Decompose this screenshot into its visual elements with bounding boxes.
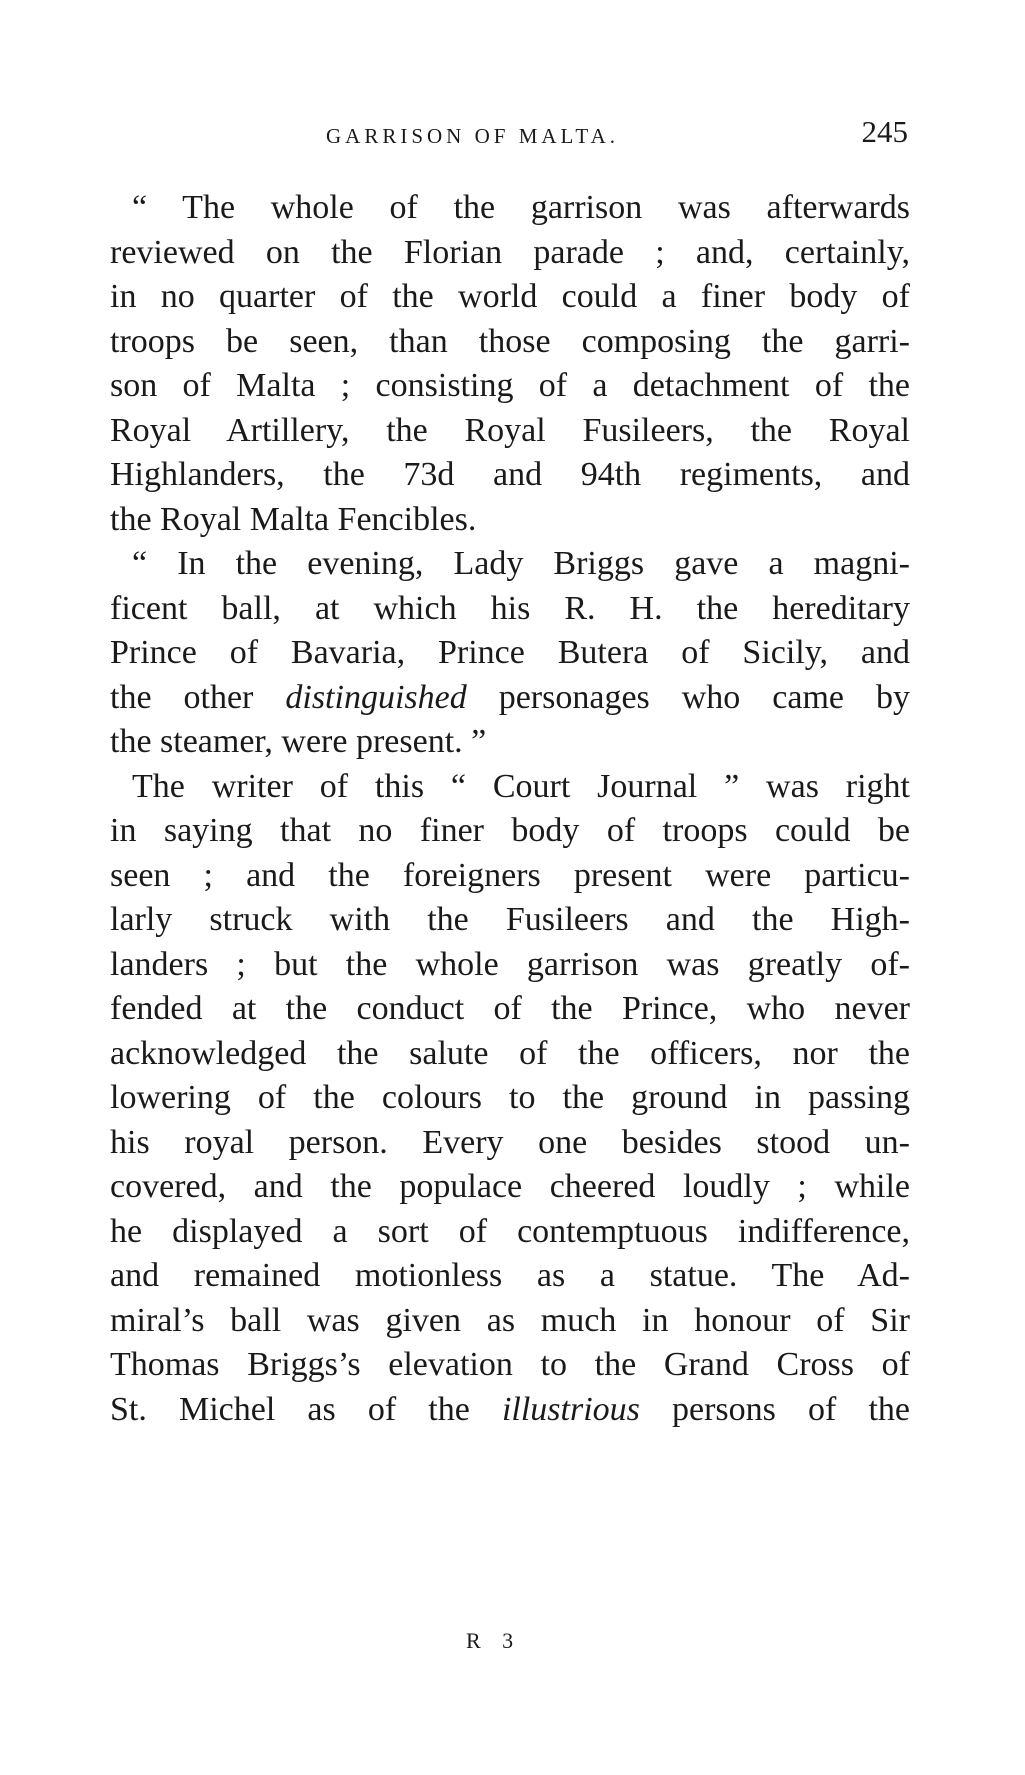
text-run: the other [110, 678, 286, 716]
text-line: seen ; and the foreigners present were particu- [110, 856, 910, 894]
text-line: acknowledged the salute of the officers, nor the [110, 1034, 910, 1072]
text-line: covered, and the populace cheered loudly ; while [110, 1168, 910, 1205]
text-line: Highlanders, the 73d and 94th regiments, and [110, 456, 910, 493]
text-line: his royal person. Every one besides stood un- [110, 1123, 910, 1161]
text-line: “ The whole of the garrison was afterwards [132, 189, 910, 226]
text-line: miral’s ball was given as much in honour of Sir [110, 1301, 910, 1339]
page-header [110, 108, 920, 148]
text-line: Thomas Briggs’s elevation to the Grand Cross of [110, 1346, 910, 1383]
text-line: Prince of Bavaria, Prince Butera of Sicily, and [110, 634, 910, 671]
text-line: landers ; but the whole garrison was greatly of- [110, 945, 910, 983]
text-line [110, 676, 910, 721]
body-text [110, 186, 910, 1432]
signature-mark: R 3 [466, 1628, 522, 1653]
text-line: fended at the conduct of the Prince, who never [110, 990, 910, 1027]
text-line: the Royal Malta Fencibles. [110, 500, 477, 538]
text-line: “ In the evening, Lady Briggs gave a magni- [132, 545, 910, 582]
text-line [110, 1388, 910, 1433]
text-run: personages who came by [466, 678, 910, 716]
text-line: lowering of the colours to the ground in passing [110, 1079, 910, 1116]
text-line: and remained motionless as a statue. The Ad- [110, 1257, 910, 1294]
text-run: St. Michel as of the [110, 1390, 502, 1428]
italic-word: distinguished [285, 678, 467, 716]
text-run: persons of the [639, 1390, 910, 1428]
text-line: in saying that no finer body of troops could be [110, 812, 910, 849]
text-line: troops be seen, than those composing the garri- [110, 322, 910, 360]
text-line: he displayed a sort of contemptuous indifference, [110, 1212, 910, 1250]
text-line: ficent ball, at which his R. H. the hereditary [110, 589, 910, 627]
page-number: 245 [861, 114, 908, 149]
italic-word: illustrious [501, 1390, 640, 1428]
text-line: the steamer, were present. ” [110, 723, 487, 760]
text-line: reviewed on the Florian parade ; and, certainly, [110, 233, 910, 271]
running-title: GARRISON OF MALTA. [326, 124, 619, 148]
text-line: in no quarter of the world could a finer body of [110, 278, 910, 315]
text-line: son of Malta ; consisting of a detachment of the [110, 367, 910, 404]
text-line: The writer of this “ Court Journal ” was right [132, 767, 910, 805]
text-line: larly struck with the Fusileers and the High- [110, 901, 910, 938]
text-line: Royal Artillery, the Royal Fusileers, the Royal [110, 411, 910, 449]
